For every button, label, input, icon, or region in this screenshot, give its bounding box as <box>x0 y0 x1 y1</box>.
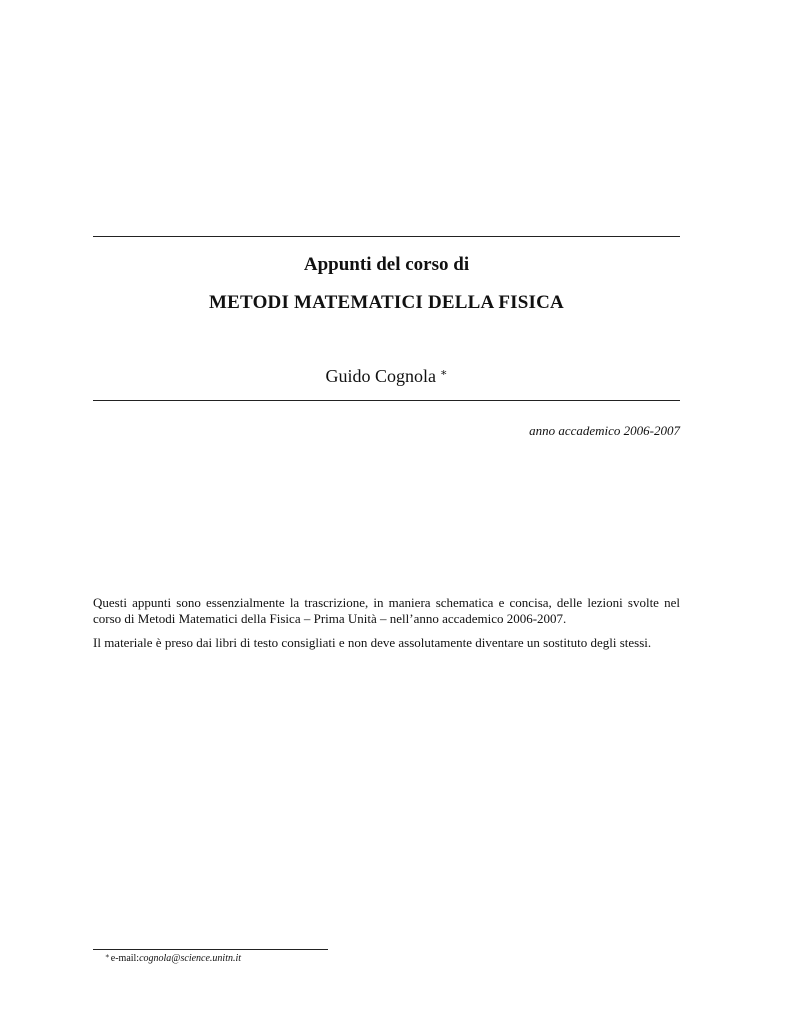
footnote <box>105 952 241 964</box>
course-title: METODI MATEMATICI DELLA FISICA <box>209 292 564 313</box>
author-footnote-marker[interactable]: ∗ <box>440 367 448 379</box>
intro-paragraph-1: Questi appunti sono essenzialmente la trascrizione, in maniera schematica e concisa, delle lezioni svolte nel corso di Metodi Matematici della Fisica – Prima Unità – nell’anno accademico 2006-2007. <box>93 595 680 626</box>
course-prefix: Appunti del corso di <box>303 254 470 275</box>
footnote-marker: ∗ <box>105 952 110 960</box>
title-bottom-rule <box>93 400 680 401</box>
author-name: Guido Cognola <box>325 366 436 386</box>
footnote-email-link[interactable]: cognola@science.unitn.it <box>139 953 242 964</box>
academic-year: anno accademico 2006-2007 <box>529 423 680 438</box>
title-top-rule <box>93 236 680 237</box>
footnote-label: e-mail: <box>110 953 140 964</box>
intro-paragraph-2: Il materiale è preso dai libri di testo consigliati e non deve assolutamente diventare un sostituto degli stessi. <box>93 635 652 650</box>
footnote-rule <box>93 949 328 950</box>
author-line <box>93 366 680 387</box>
